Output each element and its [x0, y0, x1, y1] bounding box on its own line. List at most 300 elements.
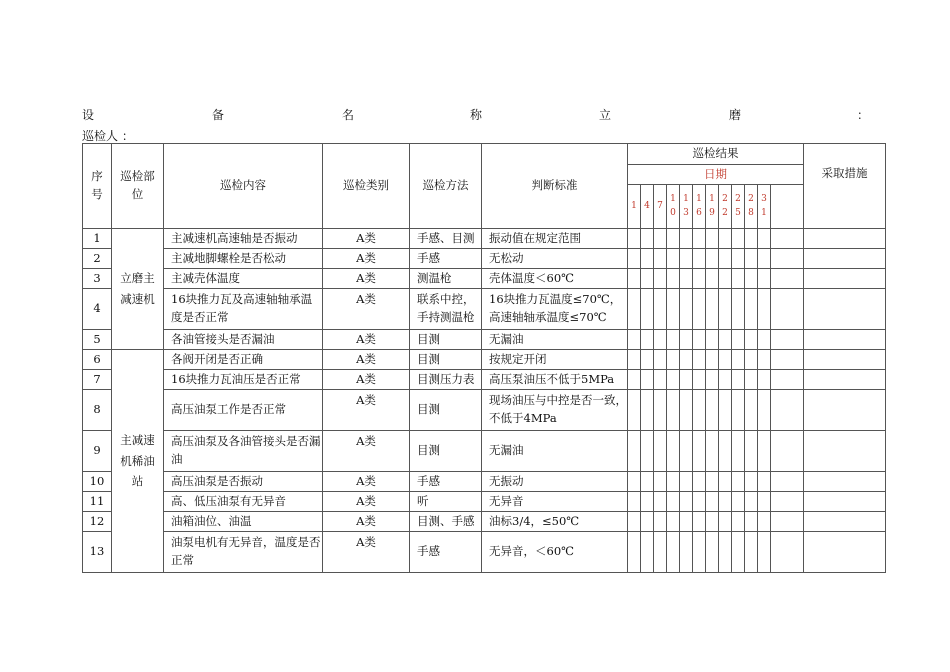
table-row: [83, 512, 886, 532]
date-digit: 1: [696, 193, 702, 204]
content-cell: 油泵电机有无异音，温度是否正常: [164, 532, 323, 573]
result-check-cell: [693, 370, 706, 390]
table-row: [83, 472, 886, 492]
category-cell: A类: [323, 289, 410, 330]
category-cell: A类: [323, 390, 410, 431]
result-check-cell: [680, 269, 693, 289]
result-check-cell: [745, 472, 758, 492]
date-column-header: [628, 185, 641, 229]
method-cell: 手感: [410, 249, 482, 269]
date-column-header: [680, 185, 693, 229]
result-check-cell: [745, 431, 758, 472]
table-row: [83, 370, 886, 390]
result-check-cell: [719, 492, 732, 512]
result-check-cell: [641, 330, 654, 350]
result-check-cell: [745, 370, 758, 390]
result-check-cell: [758, 370, 771, 390]
seq-cell: 1: [83, 229, 112, 249]
result-check-cell: [628, 532, 641, 573]
category-cell: A类: [323, 350, 410, 370]
result-check-cell: [628, 330, 641, 350]
result-check-cell: [732, 532, 745, 573]
result-check-cell: [641, 390, 654, 431]
table-row: [83, 229, 886, 249]
result-check-cell: [706, 350, 719, 370]
seq-cell: 6: [83, 350, 112, 370]
part-cell: [112, 350, 164, 573]
result-check-cell: [628, 492, 641, 512]
result-check-cell: [745, 492, 758, 512]
result-check-cell: [693, 229, 706, 249]
table-row: [83, 330, 886, 350]
result-check-cell: [771, 532, 804, 573]
result-check-cell: [758, 532, 771, 573]
result-check-cell: [719, 330, 732, 350]
result-check-cell: [654, 249, 667, 269]
result-check-cell: [680, 350, 693, 370]
result-check-cell: [706, 330, 719, 350]
result-check-cell: [771, 350, 804, 370]
date-column-header: [745, 185, 758, 229]
result-check-cell: [706, 269, 719, 289]
standard-cell: 按规定开闭: [482, 350, 628, 370]
method-cell: 手感: [410, 532, 482, 573]
category-cell: A类: [323, 269, 410, 289]
date-digit: 0: [670, 207, 676, 218]
result-check-cell: [706, 472, 719, 492]
result-check-cell: [706, 249, 719, 269]
result-check-cell: [706, 370, 719, 390]
result-check-cell: [628, 269, 641, 289]
category-cell: A类: [323, 330, 410, 350]
method-cell: 目测: [410, 390, 482, 431]
table-row: [83, 350, 886, 370]
category-cell: A类: [323, 249, 410, 269]
result-check-cell: [758, 492, 771, 512]
result-check-cell: [758, 390, 771, 431]
seq-cell: 10: [83, 472, 112, 492]
result-check-cell: [667, 370, 680, 390]
action-cell: [804, 269, 886, 289]
title-char: 名: [342, 108, 355, 122]
action-cell: [804, 532, 886, 573]
result-check-cell: [719, 269, 732, 289]
action-cell: [804, 492, 886, 512]
result-check-cell: [745, 269, 758, 289]
result-check-cell: [641, 512, 654, 532]
result-check-cell: [628, 512, 641, 532]
result-check-cell: [693, 532, 706, 573]
action-cell: [804, 350, 886, 370]
result-check-cell: [680, 249, 693, 269]
part-label: 立磨主减速机: [120, 271, 155, 306]
standard-cell: 无异音: [482, 492, 628, 512]
result-check-cell: [732, 350, 745, 370]
seq-cell: 12: [83, 512, 112, 532]
date-digit: 2: [735, 193, 741, 204]
result-check-cell: [693, 492, 706, 512]
date-digit: 5: [735, 207, 741, 218]
method-cell: 手感、目测: [410, 229, 482, 249]
result-check-cell: [628, 289, 641, 330]
category-cell: A类: [323, 532, 410, 573]
result-check-cell: [758, 431, 771, 472]
seq-cell: 5: [83, 330, 112, 350]
result-check-cell: [693, 350, 706, 370]
standard-cell: 无漏油: [482, 431, 628, 472]
result-check-cell: [667, 431, 680, 472]
seq-cell: 7: [83, 370, 112, 390]
result-check-cell: [732, 370, 745, 390]
standard-cell: 无振动: [482, 472, 628, 492]
result-check-cell: [758, 269, 771, 289]
table-row: [83, 249, 886, 269]
result-check-cell: [628, 229, 641, 249]
result-check-cell: [771, 269, 804, 289]
result-check-cell: [732, 269, 745, 289]
standard-cell: 振动值在规定范围: [482, 229, 628, 249]
result-check-cell: [758, 229, 771, 249]
header-method: 巡检方法: [410, 144, 482, 229]
table-row: [83, 492, 886, 512]
content-cell: 主减地脚螺栓是否松动: [164, 249, 323, 269]
date-column-header: [654, 185, 667, 229]
date-digit: 8: [748, 207, 754, 218]
title-char: 设: [82, 108, 95, 122]
result-check-cell: [693, 512, 706, 532]
action-cell: [804, 390, 886, 431]
table-row: [83, 289, 886, 330]
header-standard: 判断标准: [482, 144, 628, 229]
result-check-cell: [693, 431, 706, 472]
result-check-cell: [654, 370, 667, 390]
result-check-cell: [706, 390, 719, 431]
result-check-cell: [719, 431, 732, 472]
action-cell: [804, 330, 886, 350]
category-cell: A类: [323, 472, 410, 492]
result-check-cell: [771, 229, 804, 249]
result-check-cell: [745, 229, 758, 249]
result-check-cell: [680, 330, 693, 350]
table-row: [83, 390, 886, 431]
content-cell: 高压油泵工作是否正常: [164, 390, 323, 431]
action-cell: [804, 370, 886, 390]
result-check-cell: [771, 492, 804, 512]
result-check-cell: [654, 472, 667, 492]
seq-cell: 13: [83, 532, 112, 573]
method-cell: 手感: [410, 472, 482, 492]
result-check-cell: [732, 249, 745, 269]
result-check-cell: [628, 472, 641, 492]
result-check-cell: [667, 532, 680, 573]
result-check-cell: [667, 289, 680, 330]
date-column-header: [641, 185, 654, 229]
result-check-cell: [719, 472, 732, 492]
result-check-cell: [667, 269, 680, 289]
action-cell: [804, 472, 886, 492]
category-cell: A类: [323, 370, 410, 390]
content-cell: 油箱油位、油温: [164, 512, 323, 532]
result-check-cell: [758, 350, 771, 370]
result-check-cell: [667, 249, 680, 269]
inspection-table: [82, 143, 886, 573]
standard-cell: 高压泵油压不低于5MPa: [482, 370, 628, 390]
action-cell: [804, 512, 886, 532]
result-check-cell: [745, 289, 758, 330]
result-check-cell: [693, 289, 706, 330]
result-check-cell: [758, 330, 771, 350]
part-label: 主减速机稀油站: [120, 432, 155, 489]
result-check-cell: [719, 249, 732, 269]
result-check-cell: [654, 350, 667, 370]
date-column-header: [732, 185, 745, 229]
date-digit: 2: [748, 193, 754, 204]
inspector-label: 巡检人 ：: [82, 129, 134, 143]
content-cell: 各阀开闭是否正确: [164, 350, 323, 370]
result-check-cell: [732, 512, 745, 532]
result-check-cell: [745, 390, 758, 431]
result-check-cell: [706, 532, 719, 573]
result-check-cell: [745, 512, 758, 532]
method-cell: 目测: [410, 330, 482, 350]
result-check-cell: [732, 289, 745, 330]
title-char: 备: [212, 108, 225, 122]
result-check-cell: [732, 431, 745, 472]
header-category: 巡检类别: [323, 144, 410, 229]
part-cell: [112, 229, 164, 350]
method-cell: 目测、手感: [410, 512, 482, 532]
result-check-cell: [654, 289, 667, 330]
result-check-cell: [732, 492, 745, 512]
result-check-cell: [732, 472, 745, 492]
result-check-cell: [628, 390, 641, 431]
method-cell: 目测: [410, 350, 482, 370]
seq-cell: 8: [83, 390, 112, 431]
header-action: 采取措施: [804, 144, 886, 229]
result-check-cell: [654, 431, 667, 472]
result-check-cell: [680, 390, 693, 431]
standard-cell: 油标3/4，≤50℃: [482, 512, 628, 532]
result-check-cell: [693, 390, 706, 431]
category-cell: A类: [323, 229, 410, 249]
date-column-header: [706, 185, 719, 229]
category-cell: A类: [323, 492, 410, 512]
result-check-cell: [693, 269, 706, 289]
result-check-cell: [680, 370, 693, 390]
result-check-cell: [654, 330, 667, 350]
date-digit: 2: [722, 193, 728, 204]
result-check-cell: [667, 472, 680, 492]
date-digit: 1: [761, 207, 767, 218]
title-char: 立: [599, 108, 612, 122]
result-check-cell: [654, 532, 667, 573]
date-digit: 1: [683, 193, 689, 204]
standard-cell: 现场油压与中控是否一致，不低于4MPa: [482, 390, 628, 431]
result-check-cell: [641, 229, 654, 249]
seq-cell: 9: [83, 431, 112, 472]
result-check-cell: [680, 431, 693, 472]
method-cell: 目测压力表: [410, 370, 482, 390]
result-check-cell: [680, 289, 693, 330]
result-check-cell: [745, 350, 758, 370]
date-digit: 2: [722, 207, 728, 218]
result-check-cell: [654, 390, 667, 431]
result-check-cell: [719, 512, 732, 532]
date-digit: 1: [709, 193, 715, 204]
header-content: 巡检内容: [164, 144, 323, 229]
result-check-cell: [667, 229, 680, 249]
category-cell: A类: [323, 431, 410, 472]
table-row: [83, 532, 886, 573]
header-results: 巡检结果: [628, 144, 804, 165]
seq-cell: 11: [83, 492, 112, 512]
date-column-header: [693, 185, 706, 229]
seq-cell: 4: [83, 289, 112, 330]
date-column-header: [719, 185, 732, 229]
result-check-cell: [719, 289, 732, 330]
result-check-cell: [654, 512, 667, 532]
method-cell: 联系中控，手持测温枪: [410, 289, 482, 330]
result-check-cell: [641, 431, 654, 472]
title-char: 称: [470, 108, 483, 122]
result-check-cell: [641, 350, 654, 370]
date-digit: 7: [657, 200, 663, 211]
date-column-header: [667, 185, 680, 229]
action-cell: [804, 431, 886, 472]
result-check-cell: [628, 370, 641, 390]
seq-cell: 2: [83, 249, 112, 269]
result-check-cell: [641, 249, 654, 269]
result-check-cell: [641, 472, 654, 492]
result-check-cell: [693, 472, 706, 492]
content-cell: 高压油泵及各油管接头是否漏油: [164, 431, 323, 472]
date-digit: 1: [670, 193, 676, 204]
result-check-cell: [641, 289, 654, 330]
date-digit: 6: [696, 207, 702, 218]
content-cell: 主减速机高速轴是否振动: [164, 229, 323, 249]
result-check-cell: [771, 249, 804, 269]
content-cell: 16块推力瓦及高速轴轴承温度是否正常: [164, 289, 323, 330]
method-cell: 目测: [410, 431, 482, 472]
result-check-cell: [758, 249, 771, 269]
result-check-cell: [719, 350, 732, 370]
standard-cell: 无异音，＜60℃: [482, 532, 628, 573]
seq-cell: 3: [83, 269, 112, 289]
date-digit: 3: [683, 207, 689, 218]
result-check-cell: [732, 330, 745, 350]
result-check-cell: [732, 390, 745, 431]
content-cell: 主减壳体温度: [164, 269, 323, 289]
result-check-cell: [654, 229, 667, 249]
result-check-cell: [680, 229, 693, 249]
result-check-cell: [641, 370, 654, 390]
result-check-cell: [771, 390, 804, 431]
result-check-cell: [719, 370, 732, 390]
table-row: [83, 431, 886, 472]
result-check-cell: [693, 249, 706, 269]
result-check-cell: [771, 289, 804, 330]
result-check-cell: [719, 390, 732, 431]
method-cell: 测温枪: [410, 269, 482, 289]
result-check-cell: [745, 330, 758, 350]
result-check-cell: [771, 431, 804, 472]
result-check-cell: [771, 370, 804, 390]
result-check-cell: [771, 472, 804, 492]
result-check-cell: [771, 330, 804, 350]
content-cell: 高、低压油泵有无异音: [164, 492, 323, 512]
date-digit: 4: [644, 200, 650, 211]
result-check-cell: [680, 532, 693, 573]
result-check-cell: [758, 289, 771, 330]
result-check-cell: [758, 512, 771, 532]
result-check-cell: [667, 492, 680, 512]
date-digit: 1: [631, 200, 637, 211]
result-check-cell: [667, 512, 680, 532]
result-check-cell: [771, 512, 804, 532]
result-check-cell: [719, 532, 732, 573]
content-cell: 高压油泵是否振动: [164, 472, 323, 492]
header-seq: 序号: [83, 144, 112, 229]
standard-cell: 壳体温度＜60℃: [482, 269, 628, 289]
result-check-cell: [758, 472, 771, 492]
result-check-cell: [667, 330, 680, 350]
action-cell: [804, 249, 886, 269]
date-digit: 9: [709, 207, 715, 218]
result-check-cell: [706, 492, 719, 512]
result-check-cell: [706, 229, 719, 249]
standard-cell: 无漏油: [482, 330, 628, 350]
content-cell: 16块推力瓦油压是否正常: [164, 370, 323, 390]
result-check-cell: [693, 330, 706, 350]
content-cell: 各油管接头是否漏油: [164, 330, 323, 350]
standard-cell: 16块推力瓦温度≤70℃，高速轴轴承温度≤70℃: [482, 289, 628, 330]
result-check-cell: [680, 512, 693, 532]
result-check-cell: [641, 269, 654, 289]
result-check-cell: [680, 472, 693, 492]
header-date: 日期: [628, 165, 804, 185]
date-digit: 3: [761, 193, 767, 204]
header-part: 巡检部位: [112, 144, 164, 229]
standard-cell: 无松动: [482, 249, 628, 269]
title-char: ：: [857, 108, 870, 122]
result-check-cell: [654, 269, 667, 289]
result-check-cell: [654, 492, 667, 512]
result-check-cell: [641, 492, 654, 512]
result-check-cell: [628, 249, 641, 269]
result-check-cell: [745, 249, 758, 269]
date-column-header: [758, 185, 771, 229]
result-check-cell: [667, 350, 680, 370]
result-check-cell: [680, 492, 693, 512]
category-cell: A类: [323, 512, 410, 532]
result-check-cell: [745, 532, 758, 573]
title-char: 磨: [729, 108, 742, 122]
result-check-cell: [706, 431, 719, 472]
result-check-cell: [628, 431, 641, 472]
result-check-cell: [641, 532, 654, 573]
result-check-cell: [719, 229, 732, 249]
action-cell: [804, 289, 886, 330]
action-cell: [804, 229, 886, 249]
date-column-header-blank: [771, 185, 804, 229]
table-row: [83, 269, 886, 289]
result-check-cell: [706, 512, 719, 532]
result-check-cell: [628, 350, 641, 370]
result-check-cell: [706, 289, 719, 330]
method-cell: 听: [410, 492, 482, 512]
result-check-cell: [667, 390, 680, 431]
result-check-cell: [732, 229, 745, 249]
